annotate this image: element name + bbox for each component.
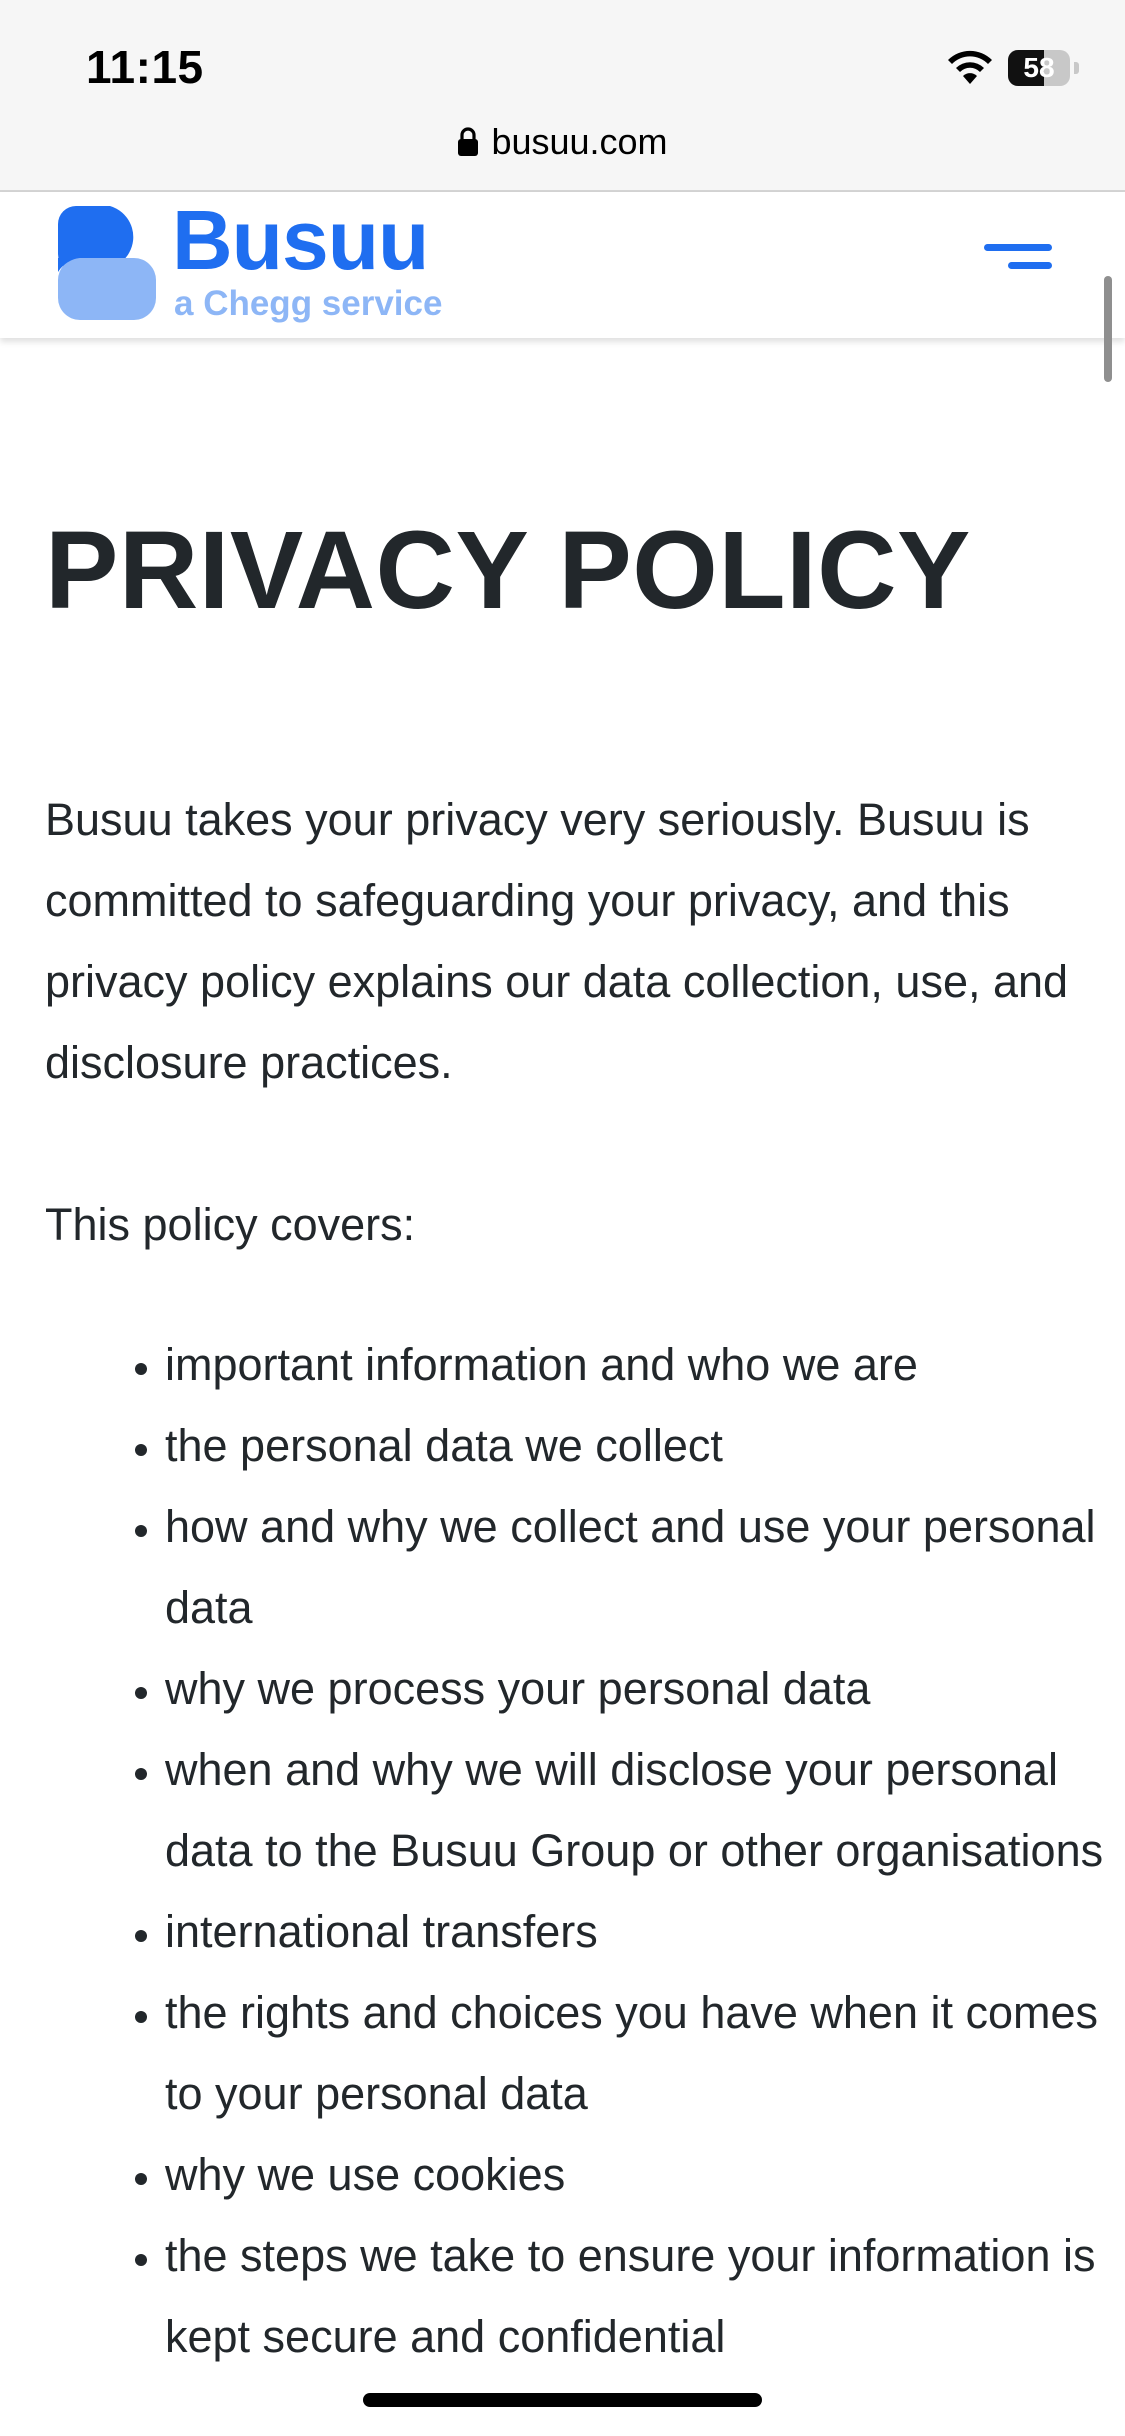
status-time: 11:15 xyxy=(86,41,204,93)
list-item: • why we use cookies xyxy=(165,2134,1125,2215)
site-header xyxy=(0,192,1125,338)
browser-top-bar xyxy=(0,0,1125,192)
brand-name[interactable]: Busuu xyxy=(172,193,429,287)
list-item: • the rights and choices you have when it comes to your personal data xyxy=(165,1972,1125,2134)
list-item: • when and why we will disclose your personal data to the Busuu Group or other organisations xyxy=(165,1729,1125,1891)
wifi-icon xyxy=(946,50,994,86)
busuu-logo-icon[interactable] xyxy=(58,206,158,322)
url-text: busuu.com xyxy=(491,121,668,162)
list-item: • important information and who we are xyxy=(165,1324,1125,1405)
covers-label: This policy covers: xyxy=(45,1199,416,1250)
battery-icon xyxy=(1008,50,1072,86)
list-item: • international transfers xyxy=(165,1891,1125,1972)
hamburger-menu-icon[interactable] xyxy=(978,236,1058,286)
list-item: • why we process your personal data xyxy=(165,1648,1125,1729)
policy-topics-list xyxy=(45,1324,1125,2377)
main-content xyxy=(45,338,1104,2377)
intro-paragraph: Busuu takes your privacy very seriously. Busuu is committed to safeguarding your privacy, and this privacy policy explains our data collection, use, and disclosure practices. xyxy=(45,794,1069,1088)
list-item: • the personal data we collect xyxy=(165,1405,1125,1486)
page-title: PRIVACY POLICY xyxy=(45,509,971,632)
battery-level: 58 xyxy=(1023,52,1055,83)
list-item: • the steps we take to ensure your information is kept secure and confidential xyxy=(165,2215,1125,2377)
scrollbar[interactable] xyxy=(1104,276,1112,382)
brand-tagline: a Chegg service xyxy=(174,284,443,323)
url-bar[interactable] xyxy=(0,118,1125,166)
list-item: • how and why we collect and use your personal data xyxy=(165,1486,1125,1648)
lock-icon xyxy=(457,127,479,157)
home-indicator[interactable] xyxy=(363,2393,762,2407)
